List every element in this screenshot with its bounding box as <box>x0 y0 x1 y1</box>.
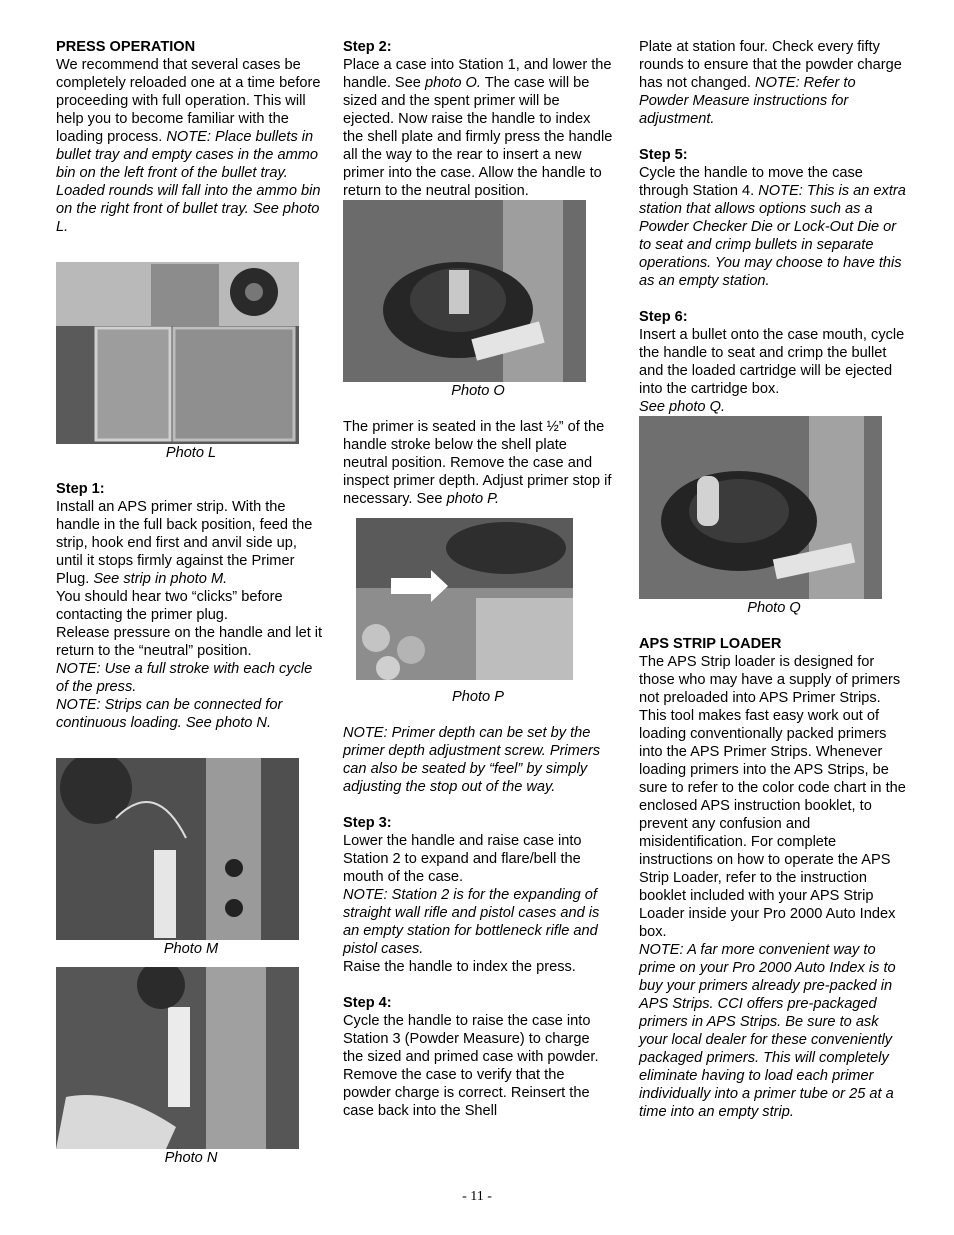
step-1-body: Install an APS primer strip. With the handle in the full back position, feed the strip, hook end first and anvil side up, until it stops firmly against the Primer Plug. <box>56 499 313 587</box>
step-6-body: Insert a bullet onto the case mouth, cycle the handle to seat and crimp the bullet and the loaded cartridge will be ejected into the cartridge box. <box>639 327 905 397</box>
photo-m-image <box>56 758 299 940</box>
step-6-section <box>639 308 909 416</box>
step-5-note: NOTE: This is an extra station that allows options such as a Powder Checker Die or Lock-Out Die or to seat and crimp bullets in separate operations. You may choose to have this as an empty station. <box>639 183 906 289</box>
page-number: - 11 - <box>462 1189 492 1204</box>
step-4-note: NOTE: Refer to Powder Measure instructions for adjustment. <box>639 75 856 127</box>
step-2-body-italic: photo O. <box>424 75 481 91</box>
step-4-heading: Step 4: <box>343 995 392 1011</box>
aps-strip-loader-body: The APS Strip loader is designed for those who may have a supply of primers not preloaded into APS Primer Strips. This tool makes fast easy work out of loading conventionally packed primers into the APS Primer Strips. Whenever loading primers into the APS Strips, be sure to refer to the color code chart in the enclosed APS instruction booklet, to prevent any confusion and misidentification. For complete instructions on how to operate the APS Strip Loader, refer to the instruction booklet included with your APS Strip Loader inside your Pro 2000 Auto Index box. <box>639 654 906 940</box>
photo-q-image <box>639 416 882 599</box>
photo-q-caption: Photo Q <box>747 600 801 616</box>
primer-depth-note: NOTE: Primer depth can be set by the primer depth adjustment screw. Primers can also be seated by “feel” by simply adjusting the stop out of the way. <box>343 725 601 795</box>
press-operation-section <box>56 38 326 236</box>
press-operation-heading: PRESS OPERATION <box>56 39 196 55</box>
primer-seating-text: The primer is seated in the last ½” of the handle stroke below the shell plate neutral position. Remove the case and inspect primer depth. Adjust primer stop if necessary. See photo P. <box>343 419 612 507</box>
step-1-section <box>56 480 326 732</box>
photo-n-image <box>56 967 299 1149</box>
step-3-note: NOTE: Station 2 is for the expanding of straight wall rifle and pistol cases and is an empty station for bottleneck rifle and pistol cases. <box>343 887 600 957</box>
photo-p-caption: Photo P <box>452 689 504 705</box>
step-1-body-italic: See strip in photo M. <box>93 571 228 587</box>
step-1-note-strips: NOTE: Strips can be connected for continuous loading. See photo N. <box>56 697 283 731</box>
primer-seating-italic: photo P. <box>446 491 500 507</box>
step-2-body: Place a case into Station 1, and lower the handle. See <box>343 57 612 91</box>
press-operation-body: We recommend that several cases be completely reloaded one at a time before proceeding with full operation. This will help you to become familiar with the loading process. <box>56 57 321 145</box>
step-5-body: Cycle the handle to move the case through Station 4. <box>639 165 863 199</box>
step-3-body-2: Raise the handle to index the press. <box>343 959 576 975</box>
aps-strip-loader-heading: APS STRIP LOADER <box>639 636 782 652</box>
aps-strip-loader-note: NOTE: A far more convenient way to prime on your Pro 2000 Auto Index is to buy your primers already pre-packed in APS Strips. CCI offers pre-packaged primers in APS Strips. Be sure to ask your local dealer for these conveniently packaged primers. This will completely eliminate having to load each primer individually into a primer tube or 25 at a time into an empty strip. <box>639 942 896 1120</box>
step-3-body: Lower the handle and raise case into Station 2 to expand and flare/bell the mouth of the case. <box>343 833 582 885</box>
step-2-body-rest: The case will be sized and the spent primer will be ejected. Now raise the handle to index the shell plate and firmly press the handle all the way to the rear to insert a new primer into the case. Allow the handle to return to the neutral position. <box>343 75 613 199</box>
step-4-body: Cycle the handle to raise the case into Station 3 (Powder Measure) to charge the sized and primed case with powder. Remove the case to verify that the powder charge is correct. Reinsert the case back into the Shell <box>343 1013 599 1119</box>
photo-l-image <box>56 262 299 444</box>
photo-m-caption: Photo M <box>163 941 219 957</box>
step-5-section <box>639 146 909 290</box>
step-1-clicks: You should hear two “clicks” before contacting the primer plug. <box>56 589 283 623</box>
step-4-section <box>343 994 613 1120</box>
step-1-release: Release pressure on the handle and let it return to the “neutral” position. <box>56 625 323 659</box>
column-1 <box>56 38 326 1167</box>
column-2 <box>343 38 613 1120</box>
photo-o-caption: Photo O <box>451 383 505 399</box>
step-2-heading: Step 2: <box>343 39 392 55</box>
step-5-heading: Step 5: <box>639 147 688 163</box>
column-3 <box>639 38 909 1121</box>
step-6-note: See photo Q. <box>639 399 726 415</box>
photo-p-image <box>356 518 573 680</box>
aps-strip-loader-section <box>639 635 909 1121</box>
step-4-continued: Plate at station four. Check every fifty rounds to ensure that the powder charge has not changed. NOTE: Refer to Powder Measure instructions for adjustment. <box>639 39 902 127</box>
step-6-heading: Step 6: <box>639 309 688 325</box>
photo-o-image <box>343 200 586 382</box>
step-1-heading: Step 1: <box>56 481 105 497</box>
step-1-note-full-stroke: NOTE: Use a full stroke with each cycle of the press. <box>56 661 313 695</box>
photo-l-caption: Photo L <box>165 445 217 461</box>
press-operation-note: NOTE: Place bullets in bullet tray and empty cases in the ammo bin on the left front of the bullet tray. Loaded rounds will fall into the ammo bin on the right front of bullet tray. See photo L. <box>56 129 321 235</box>
step-3-section <box>343 814 613 976</box>
step-2-section <box>343 38 613 200</box>
step-3-heading: Step 3: <box>343 815 392 831</box>
photo-n-caption: Photo N <box>164 1150 218 1166</box>
